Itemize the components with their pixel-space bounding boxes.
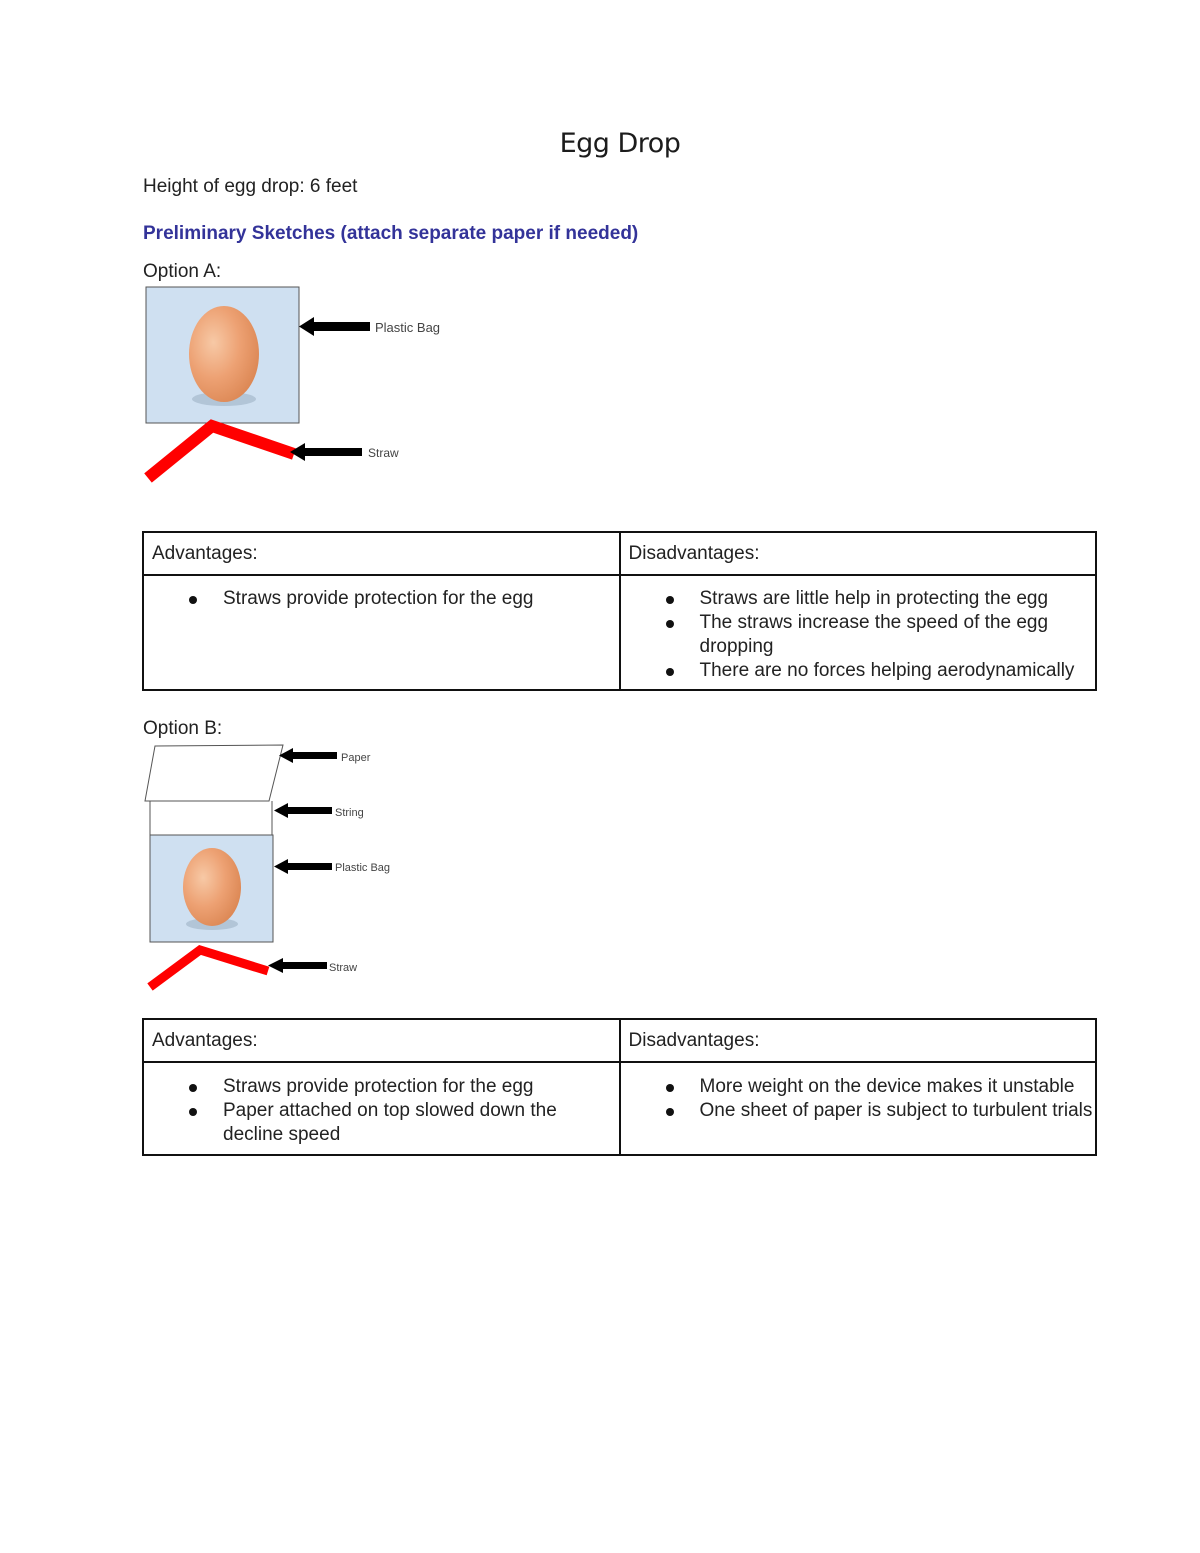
arrow-paper (279, 748, 337, 763)
option-b-sketch (0, 740, 420, 1000)
option-a-table (142, 531, 1097, 691)
page-title: Egg Drop (559, 128, 681, 159)
disadvantages-header: Disadvantages: (620, 532, 1097, 575)
straw (148, 426, 294, 478)
label-straw: Straw (329, 962, 358, 974)
disadvantages-header: Disadvantages: (620, 1019, 1097, 1062)
straw (150, 950, 268, 987)
advantages-list (144, 1075, 619, 1147)
list-item: There are no forces helping aerodynamically (700, 659, 1096, 683)
option-b-table (142, 1018, 1097, 1156)
advantages-cell (143, 575, 620, 690)
label-straw: Straw (368, 446, 399, 460)
advantages-cell (143, 1062, 620, 1155)
section-heading: Preliminary Sketches (attach separate paper if needed) (143, 223, 639, 244)
list-item: One sheet of paper is subject to turbulent trials (700, 1099, 1096, 1123)
advantages-header: Advantages: (143, 1019, 620, 1062)
arrow-straw (268, 958, 327, 973)
label-plastic-bag: Plastic Bag (335, 862, 391, 874)
option-b-label: Option B: (143, 718, 223, 739)
arrow-string (274, 803, 332, 818)
arrow-plastic-bag (299, 317, 370, 336)
disadvantages-cell (620, 575, 1097, 690)
advantages-list (144, 587, 619, 611)
list-item: Paper attached on top slowed down the decline speed (223, 1099, 619, 1147)
list-item: The straws increase the speed of the egg dropping (700, 611, 1096, 659)
label-string: String (335, 807, 364, 819)
egg (189, 306, 259, 402)
label-paper: Paper (341, 752, 371, 764)
list-item: Straws provide protection for the egg (223, 587, 619, 611)
disadvantages-cell (620, 1062, 1097, 1155)
option-a-sketch (0, 280, 460, 490)
disadvantages-list (621, 1075, 1096, 1123)
arrow-straw (290, 443, 362, 461)
label-plastic-bag: Plastic Bag (375, 320, 441, 335)
disadvantages-list (621, 587, 1096, 683)
paper-sheet (145, 745, 283, 801)
advantages-header: Advantages: (143, 532, 620, 575)
option-a-label: Option A: (143, 261, 222, 282)
egg (183, 848, 241, 926)
list-item: More weight on the device makes it unstable (700, 1075, 1096, 1099)
list-item: Straws provide protection for the egg (223, 1075, 619, 1099)
list-item: Straws are little help in protecting the egg (700, 587, 1096, 611)
drop-height: Height of egg drop: 6 feet (143, 176, 358, 197)
arrow-plastic-bag (274, 859, 332, 874)
